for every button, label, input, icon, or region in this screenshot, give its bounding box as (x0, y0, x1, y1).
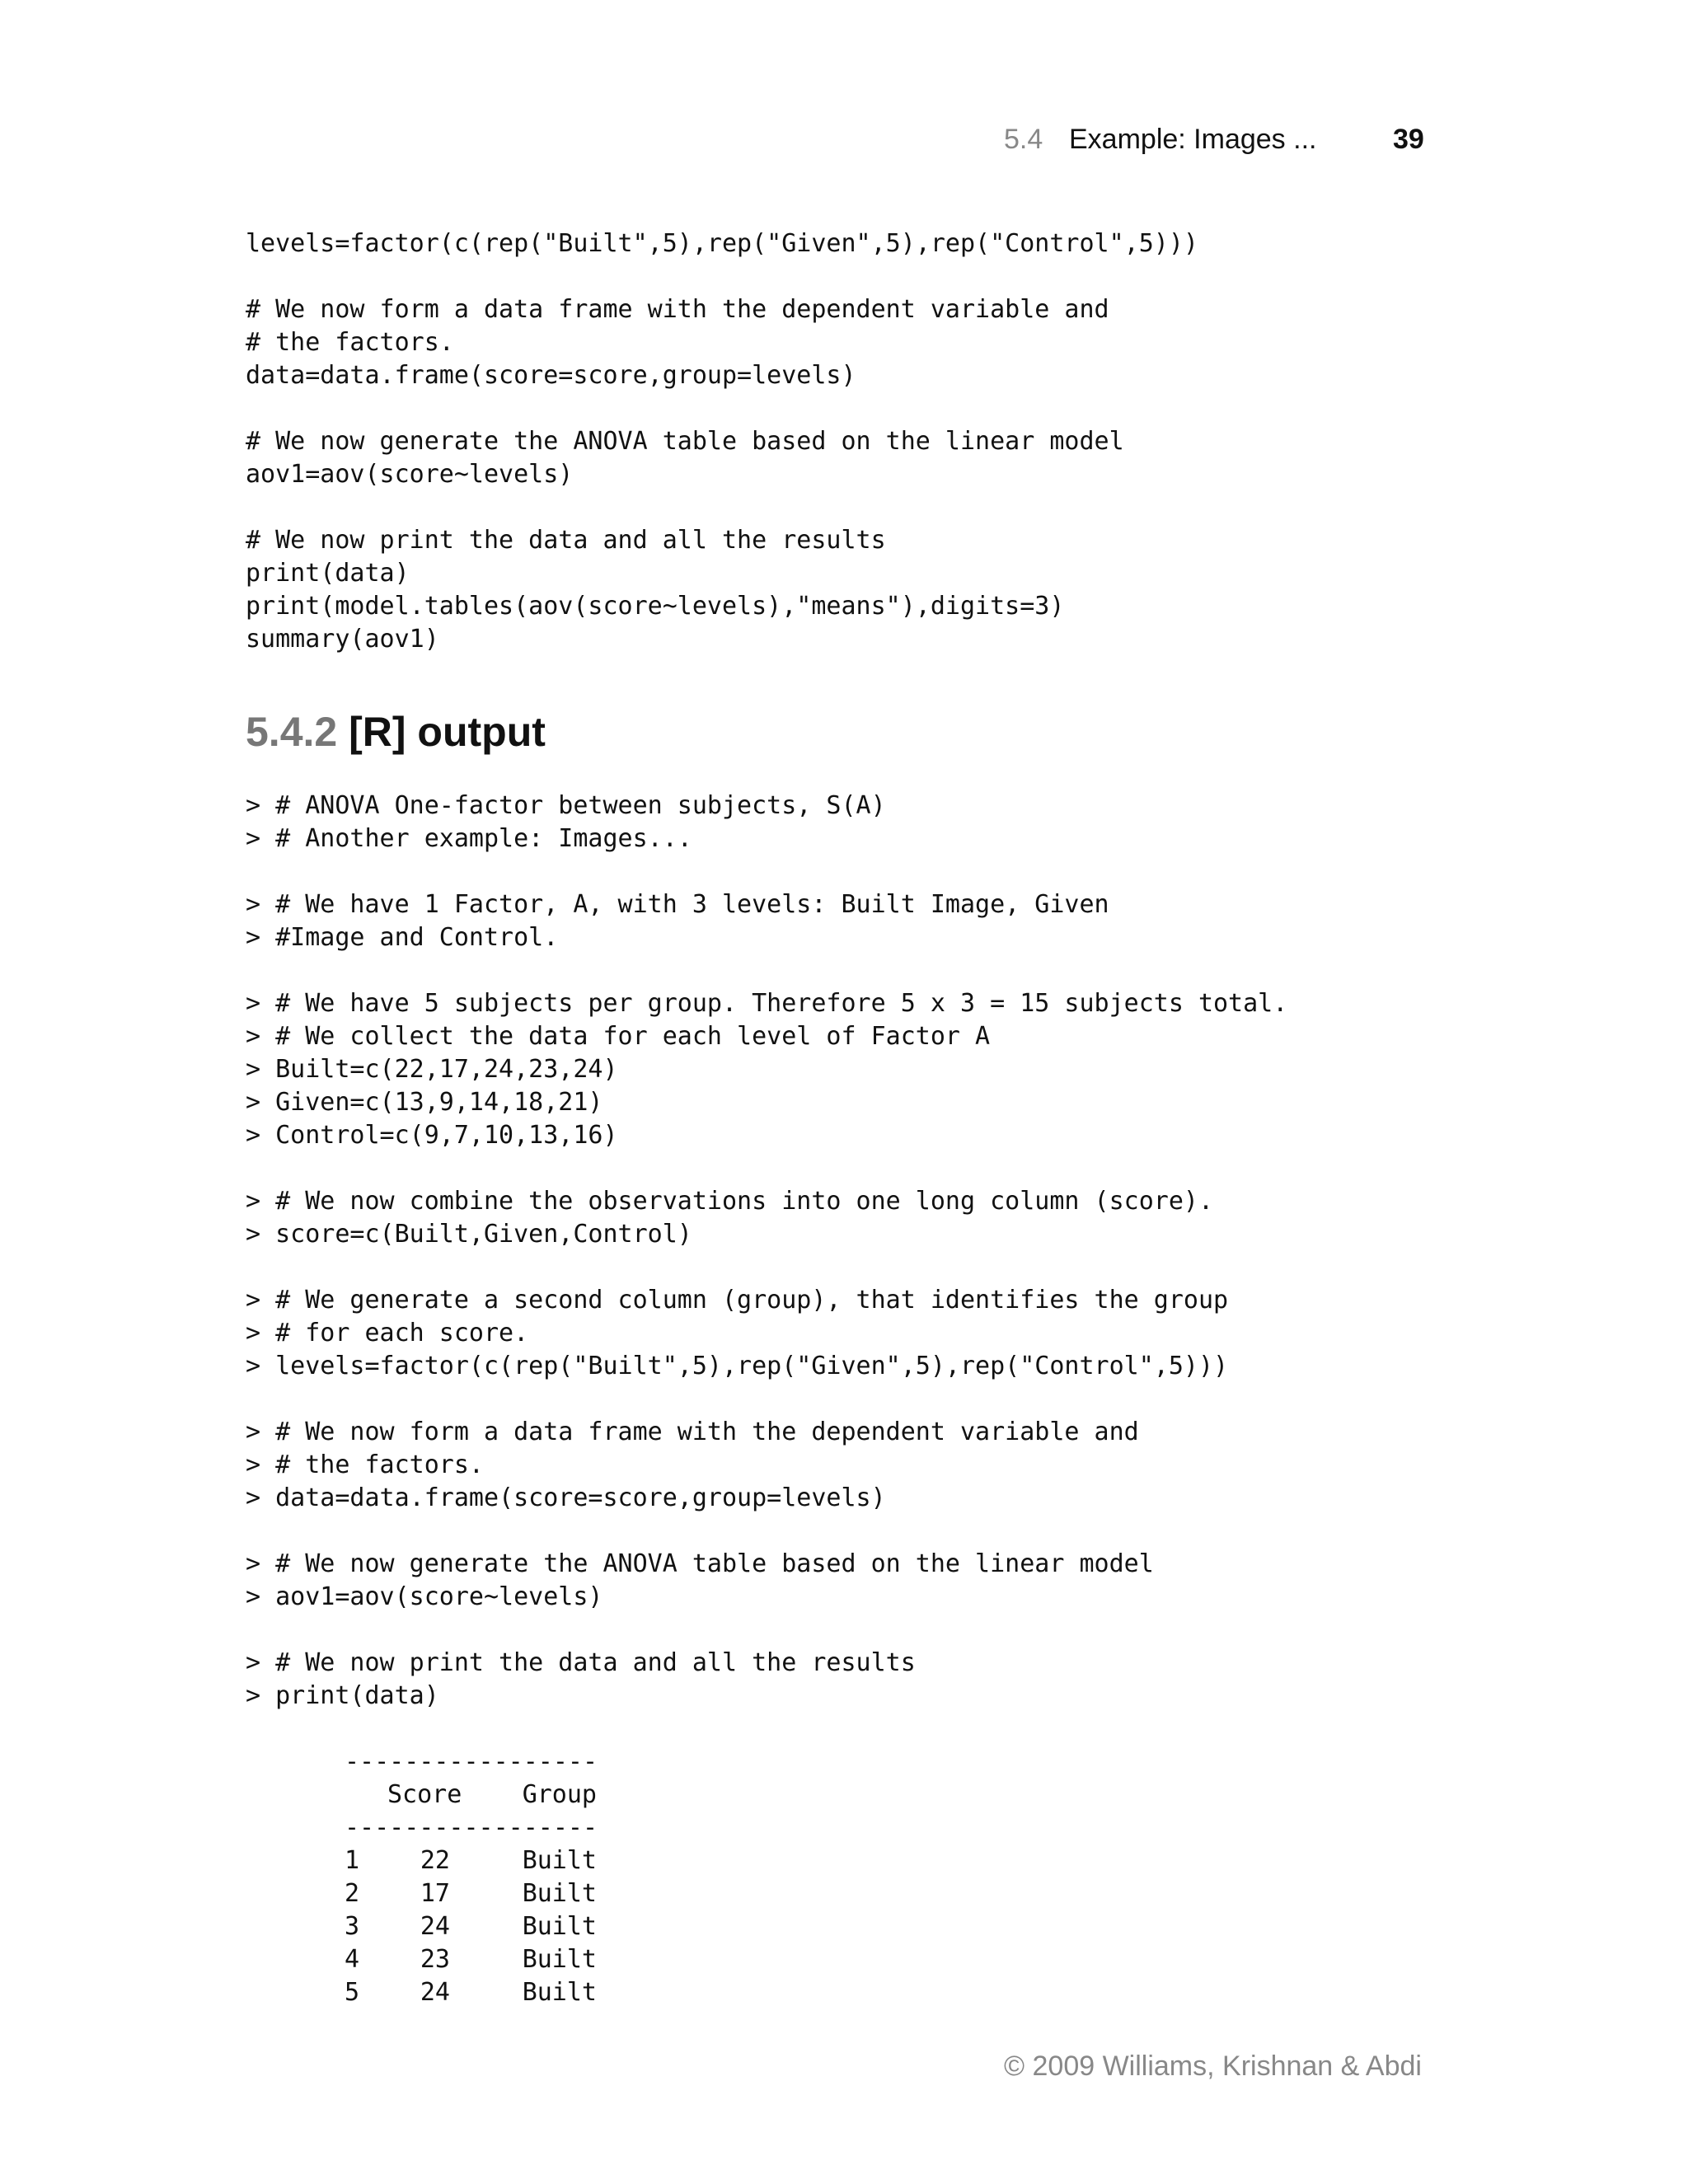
table-row (345, 1976, 598, 2009)
table-row (345, 1844, 598, 1877)
row-index: 3 (345, 1912, 360, 1941)
column-header-group: Group (522, 1780, 597, 1809)
row-index: 5 (345, 1978, 360, 2007)
row-index: 4 (345, 1945, 360, 1974)
row-score: 23 (420, 1945, 450, 1974)
row-score: 24 (420, 1978, 450, 2007)
section-number: 5.4.2 (246, 709, 338, 755)
row-group: Built (522, 1846, 597, 1875)
row-score: 22 (420, 1846, 450, 1875)
row-index: 1 (345, 1846, 360, 1875)
column-header-score: Score (387, 1780, 462, 1809)
section-title: [R] output (349, 709, 546, 755)
table-row (345, 1910, 598, 1943)
header-section-title: Example: Images ... (1069, 124, 1317, 155)
table-rule-top: ----------------- (345, 1747, 598, 1776)
data-frame-table (345, 1746, 598, 2009)
table-row (345, 1943, 598, 1976)
page-number: 39 (1393, 124, 1424, 155)
table-row (345, 1877, 598, 1910)
column-header-index (345, 1779, 387, 1811)
table-header-row (345, 1779, 598, 1811)
section-heading (246, 707, 546, 757)
r-console-output: > # ANOVA One-factor between subjects, S(A) > # Another example: Images... > # We have 1 Factor, A, with 3 levels: Built Image, Given > #Image and Control. > # We have 5 subjects per group. Therefore 5 x 3 = 15 subjects total. > # We collect the data for each level of Factor A > Built=c(22,17,24,23,24) > Given=c(13,9,14,18,21) > Control=c(9,7,10,13,16) > # We now combine the observations into one long column (score). > score=c(Built,Given,Control) > # We generate a second column (group), that identifies the group > # for each score. > levels=factor(c(rep("Built",5),rep("Given",5),rep("Control",5))) > # We now form a data frame with the dependent variable and > # the factors. > data=data.frame(score=score,group=levels) > # We now generate the ANOVA table based on the linear model > aov1=aov(score~levels) > # We now print the data and all the results > print(data) (246, 791, 1288, 1710)
row-group: Built (522, 1978, 597, 2007)
row-group: Built (522, 1879, 597, 1908)
row-index: 2 (345, 1879, 360, 1908)
running-header (0, 124, 1688, 170)
row-group: Built (522, 1912, 597, 1941)
row-group: Built (522, 1945, 597, 1974)
row-score: 24 (420, 1912, 450, 1941)
copyright-footer: © 2009 Williams, Krishnan & Abdi (1004, 2050, 1422, 2082)
header-section-number: 5.4 (1004, 124, 1043, 155)
table-rule-mid: ----------------- (345, 1813, 598, 1842)
row-score: 17 (420, 1879, 450, 1908)
r-code-listing-continued: levels=factor(c(rep("Built",5),rep("Given",5),rep("Control",5))) # We now form a data frame with the dependent variable and # the factors. data=data.frame(score=score,group=levels) # We now generate the ANOVA table based on the linear model aov1=aov(score~levels) # We now print the data and all the results print(data) print(model.tables(aov(score~levels),"means"),digits=3) summary(aov1) (246, 229, 1198, 654)
